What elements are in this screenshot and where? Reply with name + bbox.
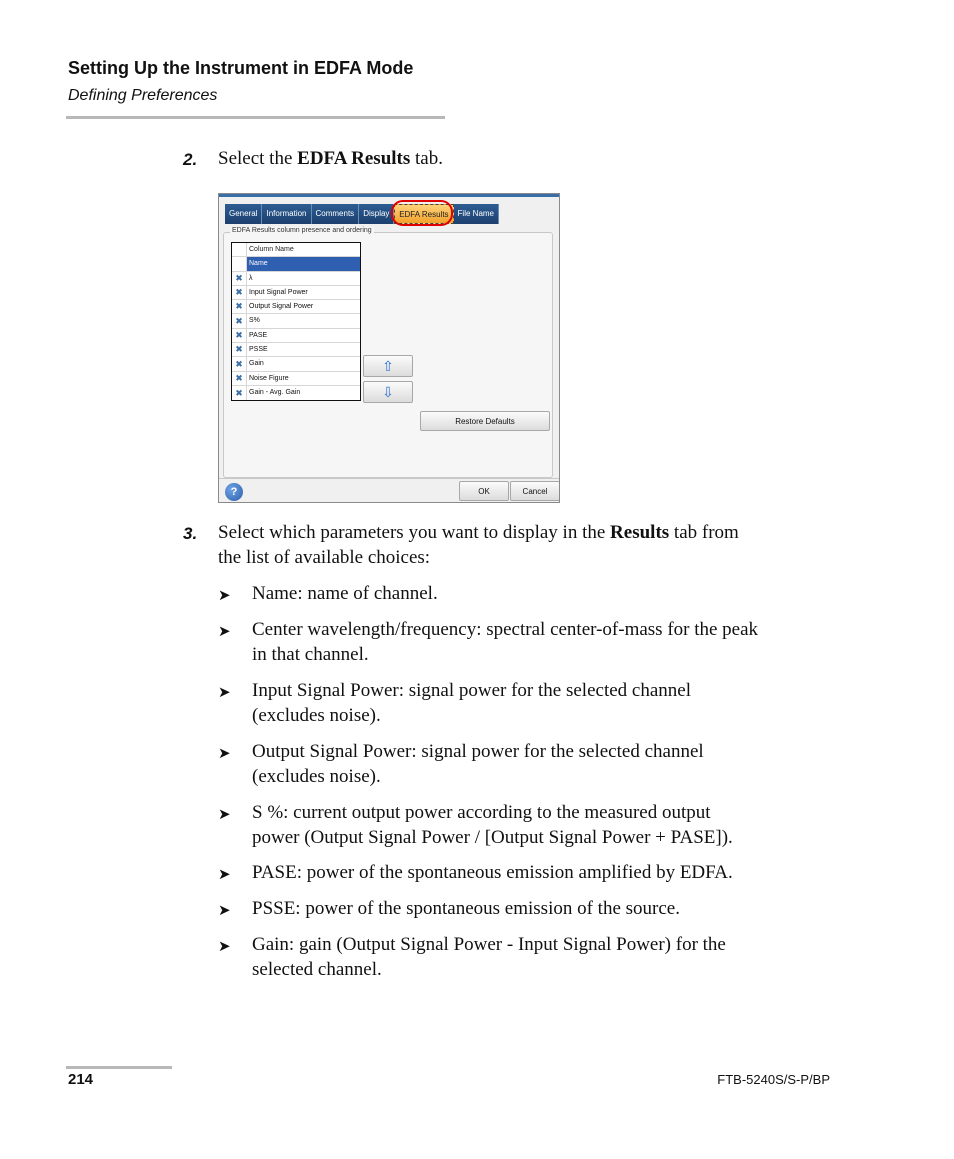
bullet-icon: ➤: [218, 938, 231, 955]
tab-general[interactable]: General: [225, 204, 262, 224]
list-item: Input Signal Power: signal power for the selected channel (excludes noise).: [252, 680, 691, 726]
row-label: Gain - Avg. Gain: [249, 388, 301, 396]
move-down-button[interactable]: [363, 381, 413, 403]
row-label: S%: [249, 317, 260, 325]
check-icon[interactable]: ✖: [232, 329, 247, 342]
highlight-ring: [391, 200, 453, 226]
check-icon[interactable]: ✖: [232, 314, 247, 327]
row-label: Noise Figure: [249, 374, 289, 382]
check-icon[interactable]: ✖: [232, 372, 247, 385]
list-item: Gain: gain (Output Signal Power - Input Signal Power) for the selected channel.: [252, 934, 726, 980]
dialog-title-bar: [219, 194, 559, 197]
list-item: Output Signal Power: signal power for the selected channel (excludes noise).: [252, 741, 704, 787]
row-label: Name: [249, 260, 268, 268]
table-row[interactable]: [232, 343, 360, 357]
section-title: Setting Up the Instrument in EDFA Mode: [68, 58, 414, 78]
table-row[interactable]: [232, 386, 360, 400]
step-2-text: Select the EDFA Results tab.: [218, 148, 443, 169]
move-up-button[interactable]: [363, 355, 413, 377]
step-2-number: 2.: [183, 150, 198, 169]
list-item: Name: name of channel.: [252, 583, 438, 604]
check-icon[interactable]: ✖: [232, 272, 247, 285]
table-row[interactable]: [232, 272, 360, 286]
tab-display[interactable]: Display: [359, 204, 394, 224]
group-title: EDFA Results column presence and ordering: [232, 227, 372, 234]
table-row[interactable]: [232, 372, 360, 386]
bullet-icon: ➤: [218, 902, 231, 919]
help-icon[interactable]: ?: [225, 483, 243, 501]
row-label: λ: [249, 274, 253, 282]
check-icon[interactable]: ✖: [232, 300, 247, 313]
check-icon[interactable]: ✖: [232, 386, 247, 400]
bullet-icon: ➤: [218, 623, 231, 640]
footer-divider: [219, 478, 559, 479]
bullet-icon: ➤: [218, 587, 231, 604]
step-3-line-1: Select which parameters you want to display in the Results tab from: [218, 522, 739, 543]
table-row[interactable]: [232, 329, 360, 343]
table-row[interactable]: [232, 286, 360, 300]
checkbox-cell[interactable]: [232, 257, 247, 270]
tab-edfa-results[interactable]: EDFA Results: [394, 204, 453, 224]
table-row[interactable]: [232, 300, 360, 314]
bullet-icon: ➤: [218, 684, 231, 701]
check-icon[interactable]: ✖: [232, 343, 247, 356]
restore-defaults-button[interactable]: Restore Defaults: [420, 411, 550, 431]
tab-comments[interactable]: Comments: [312, 204, 360, 224]
footer-rule: [66, 1066, 172, 1069]
row-label: Gain: [249, 360, 264, 368]
arrow-up-icon: ⇧: [382, 357, 394, 374]
page-number: 214: [68, 1071, 94, 1088]
step-3-number: 3.: [183, 524, 198, 543]
cancel-button[interactable]: Cancel: [510, 481, 560, 501]
ok-button[interactable]: OK: [459, 481, 509, 501]
bullet-icon: ➤: [218, 866, 231, 883]
step-3-text: [218, 520, 838, 570]
list-item: PASE: power of the spontaneous emission amplified by EDFA.: [252, 862, 733, 883]
grid-header-check-cell: [232, 243, 247, 256]
list-item: Center wavelength/frequency: spectral center-of-mass for the peak in that channel.: [252, 619, 759, 665]
table-row[interactable]: [232, 257, 360, 271]
column-grid: [231, 242, 361, 401]
grid-header-label: Column Name: [249, 246, 294, 253]
row-label: PSSE: [249, 346, 268, 354]
tab-strip: [225, 204, 499, 224]
list-item: S %: current output power according to the measured output power (Output Signal Power / [Output Signal Power + PASE]).: [252, 802, 733, 848]
check-icon[interactable]: ✖: [232, 357, 247, 370]
row-label: Input Signal Power: [249, 288, 308, 296]
list-item: PSSE: power of the spontaneous emission of the source.: [252, 898, 680, 919]
table-row[interactable]: [232, 314, 360, 328]
model-number: FTB-5240S/S-P/BP: [717, 1072, 830, 1087]
table-row[interactable]: [232, 357, 360, 371]
row-label: PASE: [249, 331, 268, 339]
bullet-icon: ➤: [218, 745, 231, 762]
preferences-dialog-screenshot: [218, 193, 560, 503]
tab-information[interactable]: Information: [262, 204, 311, 224]
header-rule: [66, 116, 445, 119]
grid-header-row: [232, 243, 360, 257]
row-label: Output Signal Power: [249, 303, 314, 311]
bullet-icon: ➤: [218, 806, 231, 823]
arrow-down-icon: ⇩: [382, 383, 394, 400]
tab-file-name[interactable]: File Name: [454, 204, 499, 224]
check-icon[interactable]: ✖: [232, 286, 247, 299]
step-3-line-2: the list of available choices:: [218, 547, 431, 568]
section-subtitle: Defining Preferences: [68, 87, 218, 104]
